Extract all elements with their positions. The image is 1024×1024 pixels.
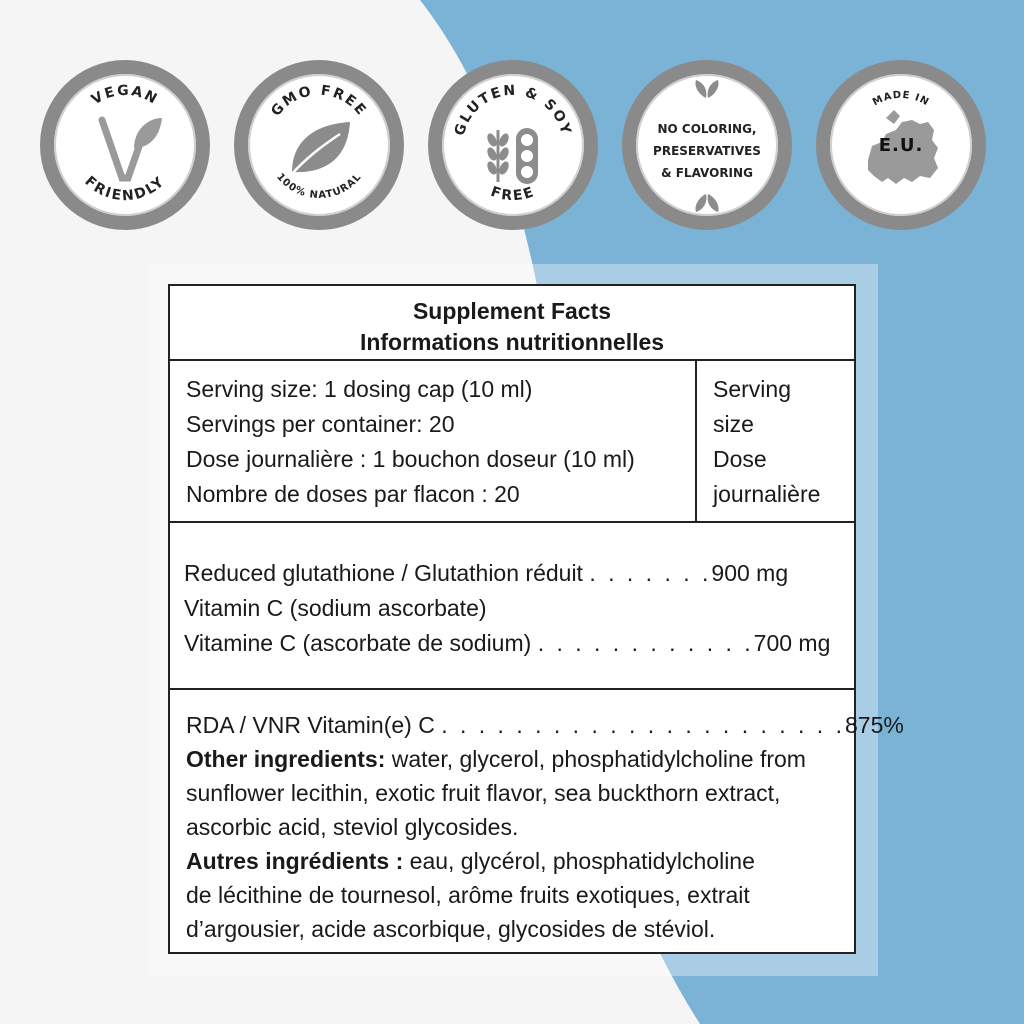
no-coloring-badge: [622, 60, 792, 230]
nutrients-section: [170, 523, 854, 690]
nutrient-row: [184, 591, 854, 626]
free-label: FREE: [488, 183, 538, 205]
nutrient-row: [184, 626, 854, 661]
servings-per-container-text: Servings per container: 20: [186, 411, 455, 437]
other-ingredients: [186, 742, 842, 844]
flavoring-line: & FLAVORING: [661, 166, 753, 180]
preservatives-line: PRESERVATIVES: [653, 144, 761, 158]
col-serving: Serving: [713, 376, 791, 402]
leader-dots: . . . . . . .: [589, 560, 712, 586]
vegan-label: VEGAN: [88, 82, 162, 109]
vegan-v-icon: [102, 118, 162, 178]
title-french: Informations nutritionnelles: [359, 329, 665, 355]
other-ingredients-label: Other ingredients:: [186, 746, 386, 772]
leaf-icon: [290, 122, 350, 176]
svg-text:FREE: [489, 184, 538, 204]
leader-dots: . . . . . . . . . . . . . . . . . . . . . .: [441, 712, 845, 738]
col-size: size: [713, 411, 754, 437]
friendly-label: FRIENDLY: [81, 173, 169, 205]
nutrient-amount: 700 mg: [753, 630, 831, 656]
gmo-free-label: GMO FREE: [268, 82, 370, 120]
rda-value: 875%: [844, 712, 904, 738]
col-journaliere: journalière: [713, 481, 821, 507]
autres-ingredients-label: Autres ingrédients :: [186, 848, 404, 874]
ingredients-section: [170, 690, 904, 946]
nutrient-name: Vitamin C (sodium ascorbate): [184, 595, 487, 621]
leader-dots: . . . . . . . . . . . .: [537, 630, 754, 656]
nutrient-amount: 900 mg: [711, 560, 789, 586]
wheat-soy-icon: [485, 128, 538, 184]
made-in-eu-badge: [816, 60, 986, 230]
gmo-free-badge: [234, 60, 404, 230]
serving-size-text: Serving size: 1 dosing cap (10 ml): [186, 376, 533, 402]
dose-journaliere-text: Dose journalière : 1 bouchon doseur (10 ml): [186, 446, 635, 472]
supplement-facts-table: [168, 284, 904, 954]
gluten-soy-free-badge: [428, 60, 598, 230]
autres-line-1: eau, glycérol, phosphatidylcholine: [403, 848, 755, 874]
gluten-soy-label: GLUTEN & SOY: [451, 82, 575, 138]
svg-text:GMO FREE: [268, 83, 370, 120]
svg-text:MADE IN: [871, 90, 931, 109]
serving-section: [170, 361, 854, 523]
other-ingredients-text: water, glycerol, phosphatidylcholine from sunflower lecithin, exotic fruit flavor, sea buckthorn extract, ascorbic acid, steviol glycosides.: [186, 746, 806, 840]
nombre-doses-text: Nombre de doses par flacon : 20: [186, 481, 520, 507]
col-dose: Dose: [713, 446, 767, 472]
autres-ingredients: [186, 844, 842, 946]
title-english: Supplement Facts: [412, 298, 612, 324]
svg-text:100% NATURAL: [274, 171, 364, 201]
eu-label: E.U.: [878, 135, 924, 156]
rda-row: [186, 708, 904, 742]
autres-line-2: de lécithine de tournesol, arôme fruits exotiques, extrait: [186, 882, 750, 908]
nutrient-row: [184, 556, 854, 591]
vegan-friendly-badge: [40, 60, 210, 230]
serving-column-header: [697, 361, 854, 512]
autres-line-3: d’argousier, acide ascorbique, glycosides de stéviol.: [186, 916, 716, 942]
svg-text:VEGAN: [89, 83, 161, 108]
facts-title: [170, 286, 854, 361]
no-coloring-line: NO COLORING,: [657, 122, 757, 136]
serving-info: [170, 361, 697, 521]
svg-text:GLUTEN & SOY: [452, 83, 574, 138]
nutrient-name: Vitamine C (ascorbate de sodium): [184, 630, 532, 656]
nutrient-name: Reduced glutathione / Glutathion réduit: [184, 560, 583, 586]
natural-label: 100% NATURAL: [274, 171, 364, 202]
rda-label: RDA / VNR Vitamin(e) C: [186, 712, 435, 738]
made-in-label: MADE IN: [871, 89, 932, 109]
